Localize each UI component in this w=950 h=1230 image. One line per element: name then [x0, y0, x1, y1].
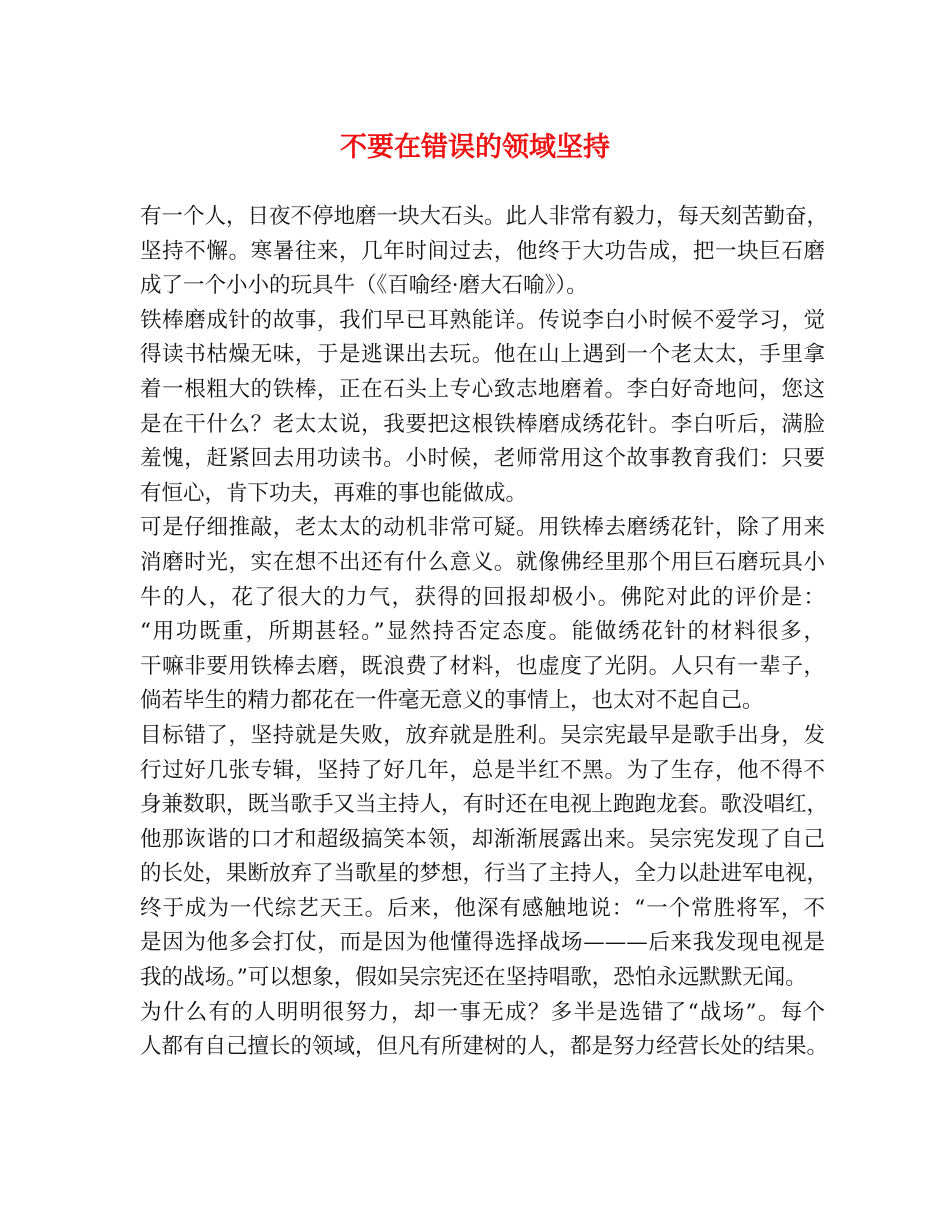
text-line: 目标错了，坚持就是失败，放弃就是胜利。吴宗宪最早是歌手出身，发: [140, 722, 825, 748]
text-line: 成了一个小小的玩具牛（《百喻经·磨大石喻》）。: [140, 273, 588, 299]
text-line: 倘若毕生的精力都花在一件毫无意义的事情上，也太对不起自己。: [140, 688, 764, 714]
text-line: 终于成为一代综艺天王。后来，他深有感触地说：“一个常胜将军，不: [140, 895, 825, 921]
text-line: 着一根粗大的铁棒，正在石头上专心致志地磨着。李白好奇地问，您这: [140, 376, 825, 402]
text-line: 为什么有的人明明很努力，却一事无成？多半是选错了“战场”。每个: [140, 999, 825, 1025]
text-line: 是因为他多会打仗，而是因为他懂得选择战场———后来我发现电视是: [140, 930, 825, 956]
text-line: 牛的人，花了很大的力气，获得的回报却极小。佛陀对此的评价是：: [140, 584, 825, 610]
text-line: 的长处，果断放弃了当歌星的梦想，行当了主持人，全力以赴进军电视，: [140, 861, 829, 887]
text-line: 人都有自己擅长的领域，但凡有所建树的人，都是努力经营长处的结果。: [140, 1034, 829, 1060]
text-line: 行过好几张专辑，坚持了好几年，总是半红不黑。为了生存，他不得不: [140, 757, 825, 783]
paragraph: [140, 719, 829, 996]
document-title: 不要在错误的领域坚持: [340, 132, 610, 163]
text-line: 他那诙谐的口才和超级搞笑本领，却渐渐展露出来。吴宗宪发现了自己: [140, 826, 825, 852]
document-body: [140, 200, 829, 1065]
paragraph: [140, 200, 829, 304]
text-line: 我的战场。”可以想象，假如吴宗宪还在坚持唱歌，恐怕永远默默无闻。: [140, 965, 807, 991]
text-line: 得读书枯燥无味，于是逃课出去玩。他在山上遇到一个老太太，手里拿: [140, 342, 825, 368]
paragraph: [140, 511, 825, 719]
text-line: 是在干什么？老太太说，我要把这根铁棒磨成绣花针。李白听后，满脸: [140, 411, 825, 437]
text-line: 干嘛非要用铁棒去磨，既浪费了材料，也虚度了光阴。人只有一辈子，: [140, 653, 825, 679]
text-line: 铁棒磨成针的故事，我们早已耳熟能详。传说李白小时候不爱学习，觉: [140, 307, 825, 333]
paragraph: [140, 304, 825, 512]
text-line: “用功既重，所期甚轻。”显然持否定态度。能做绣花针的材料很多，: [140, 619, 825, 645]
paragraph: [140, 996, 829, 1065]
text-line: 坚持不懈。寒暑往来，几年时间过去，他终于大功告成，把一块巨石磨: [140, 238, 825, 264]
text-line: 有一个人，日夜不停地磨一块大石头。此人非常有毅力，每天刻苦勤奋，: [140, 204, 829, 229]
text-line: 羞愧，赶紧回去用功读书。小时候，老师常用这个故事教育我们：只要: [140, 446, 825, 472]
text-line: 可是仔细推敲，老太太的动机非常可疑。用铁棒去磨绣花针，除了用来: [140, 515, 825, 541]
text-line: 有恒心，肯下功夫，再难的事也能做成。: [140, 480, 528, 506]
text-line: 消磨时光，实在想不出还有什么意义。就像佛经里那个用巨石磨玩具小: [140, 549, 825, 575]
text-line: 身兼数职，既当歌手又当主持人，有时还在电视上跑跑龙套。歌没唱红，: [140, 792, 829, 818]
